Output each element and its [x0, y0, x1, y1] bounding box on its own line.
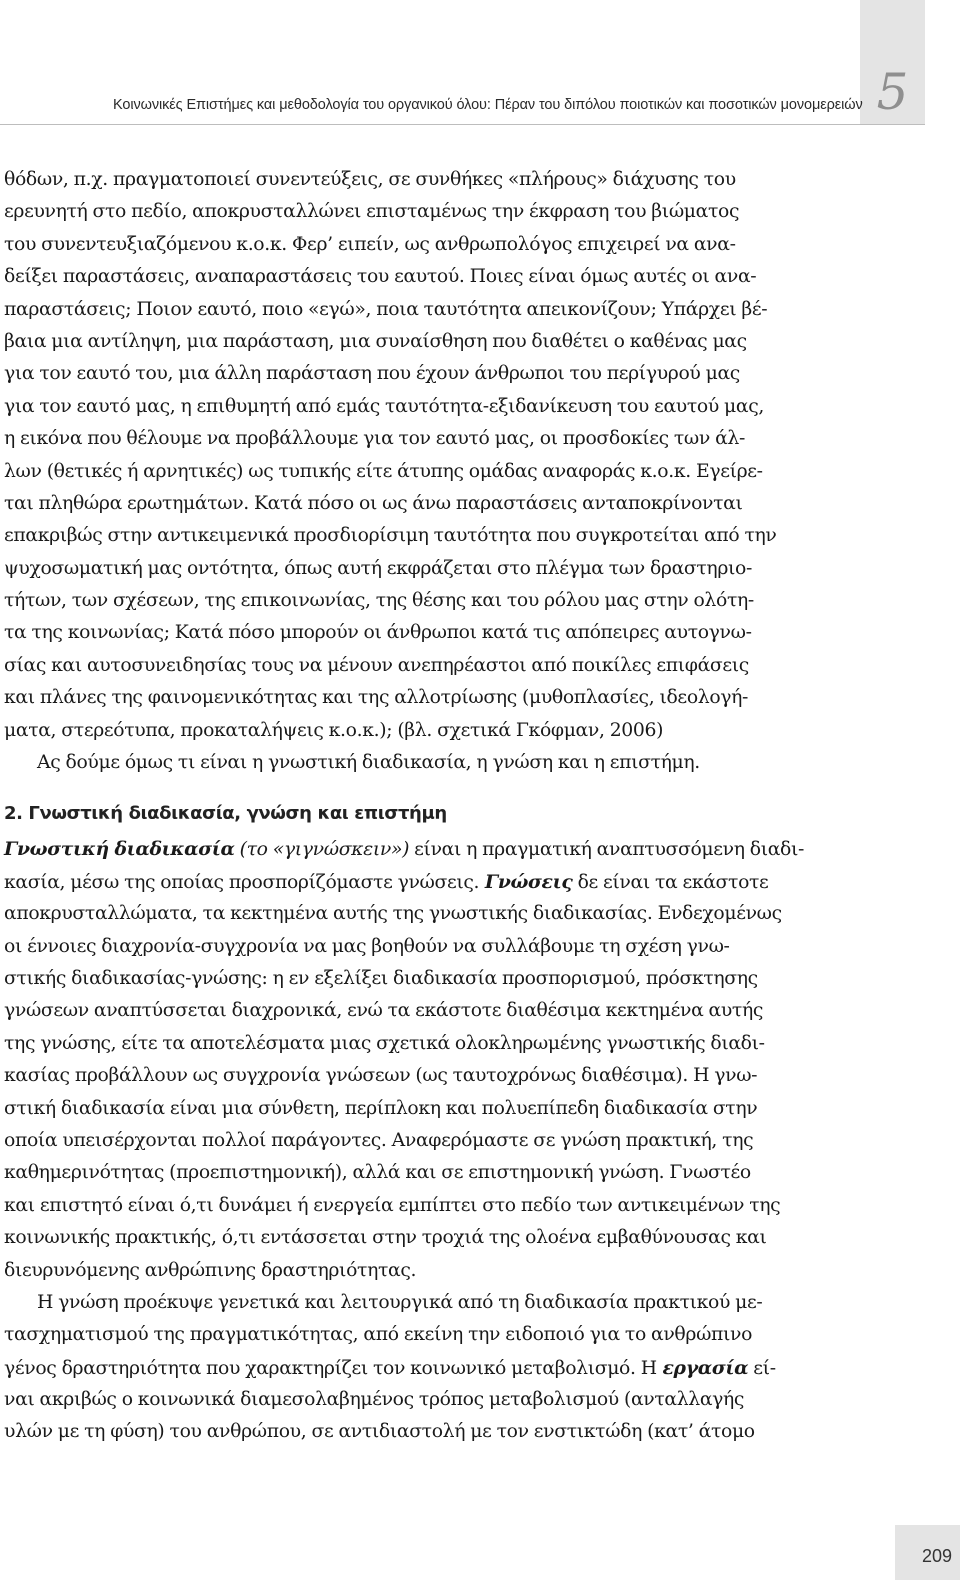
- page-number: 209: [921, 1546, 952, 1566]
- text-line: [4, 1352, 857, 1384]
- text-line: αποκρυσταλλώματα, τα κεκτημένα αυτής της γνωστικής διαδικασίας. Ενδεχομένως: [4, 903, 782, 925]
- term-gnoseis: Γνώσεις: [479, 870, 573, 893]
- text-line: της γνώσης, είτε τα αποτελέσματα μιας σχετικά ολοκληρωμένης γνωστικής διαδι-: [4, 1032, 765, 1054]
- text-line: σίας και αυτοσυνειδησίας τους να μένουν ανεπηρέαστοι από ποικίλες επιφάσεις: [4, 654, 749, 676]
- text-span: κασία, μέσω της οποίας προσπορίζόμαστε γνώσεις.: [4, 871, 480, 893]
- paragraph-3: [4, 1287, 857, 1449]
- text-line: κοινωνικής πρακτικής, ό,τι εντάσσεται στην τροχιά της ολοένα εμβαθύνουσας και: [4, 1227, 767, 1249]
- text-line: επακριβώς στην αντικειμενικά προσδιορίσιμη ταυτότητα που συγκροτείται από την: [4, 525, 777, 547]
- text-line: τήτων, των σχέσεων, της επικοινωνίας, της θέσης και του ρόλου μας στην ολότη-: [4, 590, 754, 612]
- text-line: η εικόνα που θέλουμε να προβάλλουμε για τον εαυτό μας, οι προσδοκίες των άλ-: [4, 428, 745, 450]
- closing-line: Ας δούμε όμως τι είναι η γνωστική διαδικασία, η γνώση και η επιστήμη.: [37, 752, 700, 774]
- header-rule: [0, 124, 925, 125]
- text-line: για τον εαυτό μας, η επιθυμητή από εμάς ταυτότητα-εξιδανίκευση του εαυτού μας,: [4, 395, 765, 417]
- text-line: θόδων, π.χ. πραγματοποιεί συνεντεύξεις, σε συνθήκες «πλήρους» διάχυσης του: [4, 169, 736, 190]
- text-line: κασίας προβάλλουν ως συγχρονία γνώσεων (ως ταυτοχρόνως διαθέσιμα). Η γνω-: [4, 1065, 758, 1087]
- term-gloss: (το «γιγνώσκειν»): [234, 839, 410, 861]
- text-line: οι έννοιες διαχρονία-συγχρονία να μας βοηθούν να συλλάβουμε τη σχέση γνω-: [4, 935, 730, 957]
- text-line: ψυχοσωματική μας οντότητα, όπως αυτή εκφράζεται στο πλέγμα των δραστηριο-: [4, 557, 752, 579]
- text-span: εί-: [748, 1357, 776, 1379]
- text-line: διευρυνόμενης ανθρώπινης δραστηριότητας.: [4, 1259, 417, 1281]
- text-line: παραστάσεις; Ποιον εαυτό, ποιο «εγώ», ποια ταυτότητα απεικονίζουν; Υπάρχει βέ-: [4, 298, 768, 320]
- text-line: οποία υπεισέρχονται πολλοί παράγοντες. Αναφερόμαστε σε γνώση πρακτική, της: [4, 1129, 754, 1151]
- text-line: του συνεντευξιαζόμενου κ.ο.κ. Φερ’ ειπείν, ως ανθρωπολόγος επιχειρεί να ανα-: [4, 233, 736, 255]
- text-span: γένος δραστηριότητα που χαρακτηρίζει τον κοινωνικό μεταβολισμό. Η: [4, 1357, 657, 1379]
- text-line: ται πληθώρα ερωτημάτων. Κατά πόσο οι ως άνω παραστάσεις ανταποκρίνονται: [4, 492, 743, 514]
- text-line: τασχηματισμού της πραγματικότητας, από εκείνη την ειδοποιό για το ανθρώπινο: [4, 1324, 753, 1346]
- text-line: ερευνητή στο πεδίο, αποκρυσταλλώνει επισταμένως την έκφραση του βιώματος: [4, 201, 740, 223]
- text-span: δε είναι τα εκάστοτε: [572, 871, 769, 893]
- text-line: στικής διαδικασίας-γνώσης: η εν εξελίξει διαδικασία προσπορισμού, πρόσκτησης: [4, 967, 758, 989]
- section-heading: 2. Γνωστική διαδικασία, γνώση και επιστήμη: [4, 803, 447, 825]
- text-line: ματα, στερεότυπα, προκαταλήψεις κ.ο.κ.); (βλ. σχετικά Γκόφμαν, 2006): [4, 719, 664, 741]
- text-line: για τον εαυτό του, μια άλλη παράσταση που έχουν άνθρωποι του περίγυρού μας: [4, 363, 740, 385]
- text-line: και επιστητό είναι ό,τι δυνάμει ή ενεργεία εμπίπτει στο πεδίο των αντικειμένων της: [4, 1194, 781, 1216]
- text-line: γνώσεων αναπτύσσεται διαχρονικά, ενώ τα εκάστοτε διαθέσιμα κεκτημένα αυτής: [4, 1000, 764, 1022]
- text-line: βαια μια αντίληψη, μια παράσταση, μια συναίσθηση που διαθέτει ο καθένας μας: [4, 330, 747, 352]
- running-header: [0, 0, 960, 125]
- text-line: [4, 833, 857, 865]
- term-gnostiki-diadikasia: Γνωστική διαδικασία: [4, 838, 235, 861]
- text-line: ναι ακριβώς ο κοινωνικά διαμεσολαβημένος τρόπος μεταβολισμού (ανταλλαγής: [4, 1389, 745, 1411]
- text-line: Η γνώση προέκυψε γενετικά και λειτουργικά από τη διαδικασία πρακτικού με-: [37, 1291, 763, 1313]
- text-line: στική διαδικασία είναι μια σύνθετη, περίπλοκη και πολυεπίπεδη διαδικασία στην: [4, 1097, 758, 1119]
- text-line: υλών με τη φύση) του ανθρώπου, σε αντιδιαστολή με τον ενστικτώδη (κατ’ άτομο: [4, 1421, 755, 1443]
- text-line: λων (θετικές ή αρνητικές) ως τυπικής είτε άτυπης ομάδας αναφοράς κ.ο.κ. Εγείρε-: [4, 460, 763, 482]
- chapter-number: 5: [876, 63, 909, 121]
- text-line: και πλάνες της φαινομενικότητας και της αλλοτρίωσης (μυθοπλασίες, ιδεολογή-: [4, 687, 749, 709]
- text-line: τα της κοινωνίας; Κατά πόσο μπορούν οι άνθρωποι κατά τις απόπειρες αυτογνω-: [4, 622, 752, 644]
- running-title: Κοινωνικές Επιστήμες και μεθοδολογία του οργανικού όλου: Πέραν του διπόλου ποιοτικών και ποσοτικών μονομερειών: [113, 97, 863, 113]
- term-ergasia: εργασία: [656, 1356, 749, 1379]
- body-text: [4, 164, 857, 1449]
- paragraph-2: [4, 833, 857, 1286]
- text-span: είναι η πραγματική αναπτυσσόμενη διαδι-: [409, 839, 805, 861]
- text-line: [4, 866, 857, 898]
- text-line: καθημερινότητας (προεπιστημονική), αλλά και σε επιστημονική γνώση. Γνωστέο: [4, 1162, 751, 1184]
- paragraph-1: [4, 164, 857, 779]
- text-line: δείξει παραστάσεις, αναπαραστάσεις του εαυτού. Ποιες είναι όμως αυτές οι ανα-: [4, 266, 757, 288]
